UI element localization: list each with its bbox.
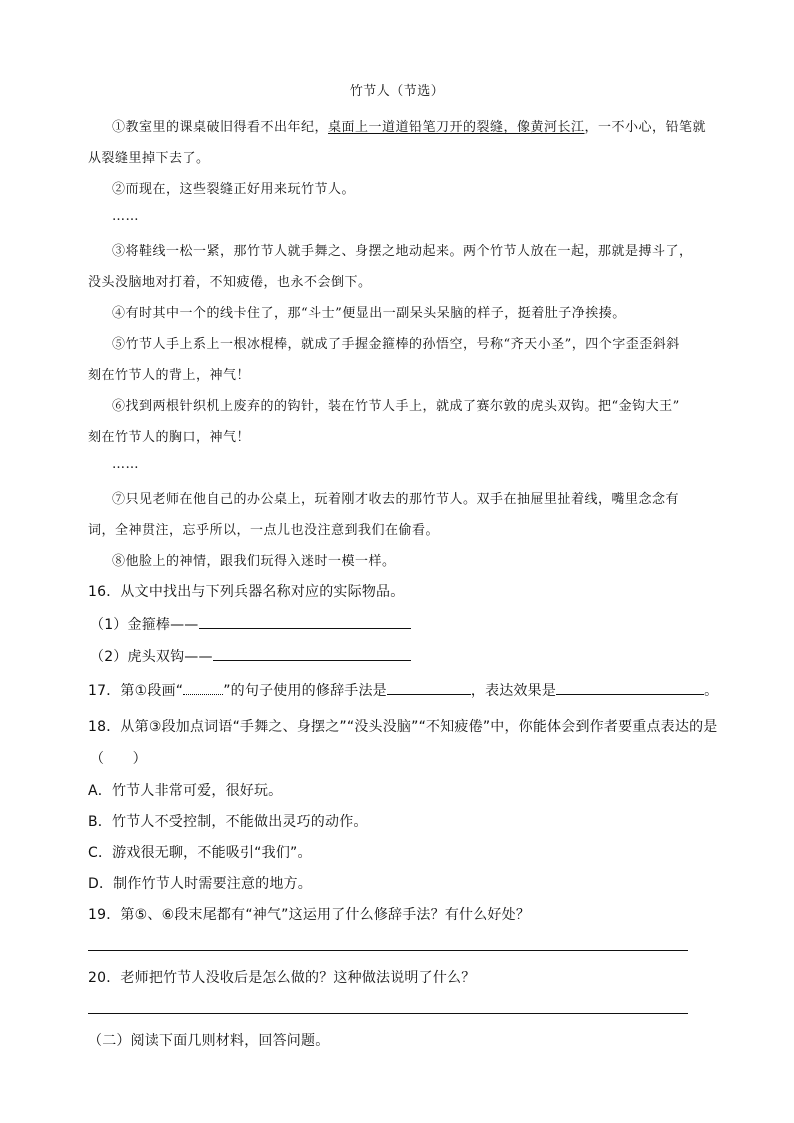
paragraph-1-line-1 — [112, 116, 706, 135]
question-17-text-c: ，表达效果是 — [470, 683, 557, 699]
paragraph-5-line-2: 刻在竹节人的背上，神气！ — [88, 368, 251, 383]
paragraph-2: ②而现在，这些裂缝正好用来玩竹节人。 — [112, 182, 356, 197]
question-17-text-d: 。 — [704, 683, 719, 699]
question-18: 18．从第③段加点词语“手舞之、身摆之”“没头没脑”“不知疲倦”中，你能体会到作者要重点表达的是 — [88, 719, 718, 735]
question-18-option-b[interactable]: B．竹节人不受控制，不能做出灵巧的动作。 — [88, 814, 368, 830]
paragraph-7-line-1: ⑦只见老师在他自己的办公桌上，玩着刚才收去的那竹节人。双手在抽屉里扯着线，嘴里念念有 — [112, 492, 680, 507]
paragraph-1-text-a: ①教室里的课桌破旧得看不出年纪， — [112, 120, 329, 135]
answer-blank-16-2[interactable] — [213, 645, 411, 661]
paragraph-8: ⑧他脸上的神情，跟我们玩得入迷时一模一样。 — [112, 554, 396, 569]
question-18-bracket: （ ） — [90, 751, 147, 767]
paragraph-6-line-2: 刻在竹节人的胸口，神气！ — [88, 430, 251, 445]
question-18-option-d[interactable]: D．制作竹节人时需要注意的地方。 — [88, 876, 312, 892]
paragraph-1-text-b: ，一不小心，铅笔就 — [584, 120, 707, 135]
ellipsis-1: …… — [112, 209, 139, 224]
question-16-item-1-label: （1）金箍棒—— — [90, 617, 199, 633]
question-19: 19．第⑤、⑥段末尾都有“神气”这运用了什么修辞手法？有什么好处？ — [88, 907, 531, 923]
answer-blank-17-rhetoric[interactable] — [387, 679, 471, 695]
paragraph-1-line-2: 从裂缝里掉下去了。 — [88, 151, 210, 166]
wavy-underline-mark — [183, 686, 223, 695]
paragraph-3-line-2: 没头没脑地对打着，不知疲倦，也永不会倒下。 — [88, 275, 372, 290]
question-16: 16．从文中找出与下列兵器名称对应的实际物品。 — [88, 584, 405, 600]
paragraph-5-line-1: ⑤竹节人手上系上一根冰棍棒，就成了手握金箍棒的孙悟空，号称“齐天小圣”，四个字歪歪斜斜 — [112, 337, 680, 352]
question-17 — [88, 679, 718, 700]
paragraph-7-line-2: 词，全神贯注，忘乎所以，一点儿也没注意到我们在偷看。 — [88, 523, 440, 538]
answer-blank-16-1[interactable] — [199, 613, 411, 629]
paragraph-3-line-1: ③将鞋线一松一紧，那竹节人就手舞之、身摆之地动起来。两个竹节人放在一起，那就是搏斗了， — [112, 244, 693, 259]
paragraph-6-line-1: ⑥找到两根针织机上废弃的的钩针，装在竹节人手上，就成了赛尔敦的虎头双钩。把“金钩大王” — [112, 399, 680, 414]
question-17-text-a: 17．第①段画“ — [88, 683, 184, 699]
question-16-item-1 — [90, 613, 411, 634]
answer-blank-17-effect[interactable] — [556, 679, 704, 695]
answer-line-20[interactable] — [88, 1013, 688, 1014]
section-2-heading: （二）阅读下面几则材料，回答问题。 — [88, 1033, 330, 1049]
paragraph-4: ④有时其中一个的线卡住了，那“斗士”便显出一副呆头呆脑的样子，挺着肚子净挨揍。 — [112, 306, 626, 321]
question-16-item-2 — [90, 645, 411, 666]
underlined-sentence: 桌面上一道道铅笔刀开的裂缝，像黄河长江 — [328, 120, 585, 135]
answer-line-19[interactable] — [88, 950, 688, 951]
question-16-item-2-label: （2）虎头双钩—— — [90, 649, 213, 665]
ellipsis-2: …… — [112, 457, 139, 472]
question-18-option-c[interactable]: C．游戏很无聊，不能吸引“我们”。 — [88, 845, 312, 861]
passage-title: 竹节人（节选） — [349, 84, 445, 99]
question-17-text-b: ”的句子使用的修辞手法是 — [223, 683, 387, 699]
question-20: 20．老师把竹节人没收后是怎么做的？这种做法说明了什么？ — [88, 970, 476, 986]
question-18-option-a[interactable]: A．竹节人非常可爱，很好玩。 — [88, 783, 283, 799]
